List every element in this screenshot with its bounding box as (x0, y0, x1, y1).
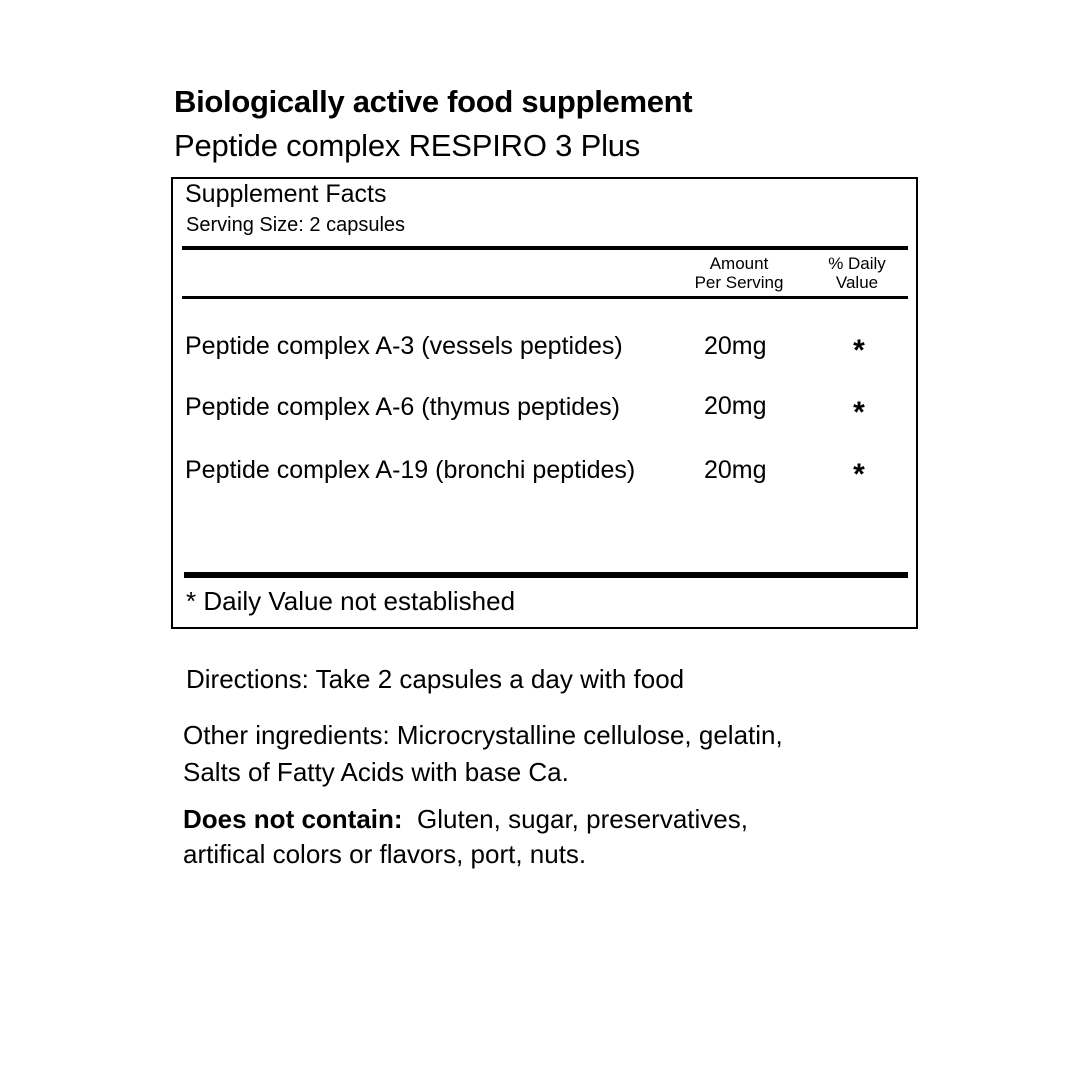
does-not-contain-line1 (183, 802, 883, 837)
facts-divider-top (182, 246, 908, 250)
ingredient-amount: 20mg (704, 332, 767, 360)
ingredient-daily-value: * (853, 458, 865, 491)
does-not-contain-line2: artifical colors or flavors, port, nuts. (183, 839, 587, 869)
ingredient-name: Peptide complex A-6 (thymus peptides) (185, 393, 620, 421)
ingredient-daily-value: * (853, 396, 865, 429)
column-header-amount-line2: Per Serving (694, 273, 784, 292)
other-ingredients-line2: Salts of Fatty Acids with base Ca. (183, 757, 569, 787)
ingredient-daily-value: * (853, 334, 865, 367)
does-not-contain-text1: Gluten, sugar, preservatives, (417, 804, 748, 834)
daily-value-footnote: * Daily Value not established (186, 586, 516, 616)
does-not-contain (183, 802, 883, 872)
column-header-amount-line1: Amount (709, 254, 769, 273)
column-header-amount (682, 254, 796, 292)
ingredient-name: Peptide complex A-3 (vessels peptides) (185, 332, 623, 360)
product-name: Peptide complex RESPIRO 3 Plus (174, 128, 641, 163)
directions: Directions: Take 2 capsules a day with food (186, 664, 685, 694)
other-ingredients-line1: Other ingredients: Microcrystalline cellulose, gelatin, (183, 720, 783, 750)
does-not-contain-label: Does not contain: (183, 804, 403, 834)
ingredient-amount: 20mg (704, 392, 767, 420)
facts-divider-header (182, 296, 908, 299)
other-ingredients (183, 717, 883, 791)
supplement-facts-heading: Supplement Facts (185, 180, 387, 208)
ingredient-amount: 20mg (704, 456, 767, 484)
column-header-dv-line2: Value (835, 273, 879, 292)
ingredient-name: Peptide complex A-19 (bronchi peptides) (185, 456, 636, 484)
column-header-dv-line1: % Daily (828, 254, 886, 273)
page-title: Biologically active food supplement (174, 84, 693, 119)
serving-size: Serving Size: 2 capsules (186, 214, 406, 236)
column-header-daily-value (812, 254, 902, 292)
facts-divider-bottom (184, 572, 908, 578)
